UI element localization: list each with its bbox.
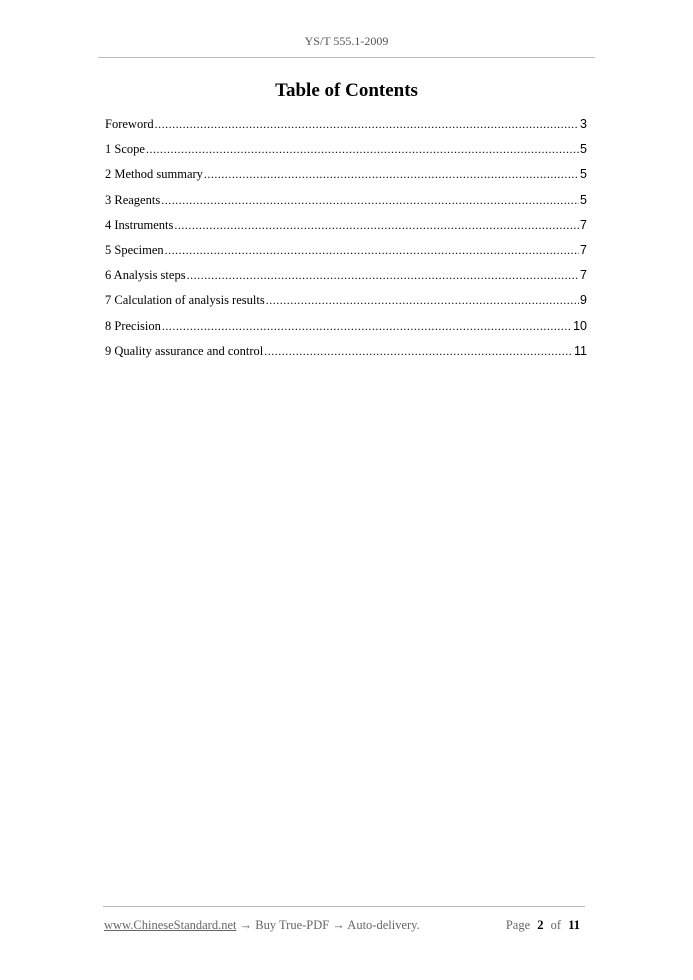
toc-dot-leader <box>174 218 579 233</box>
toc-dot-leader <box>204 167 579 182</box>
current-page: 2 <box>537 918 544 932</box>
toc-dot-leader <box>155 117 579 132</box>
toc-entry-page: 7 <box>580 217 587 232</box>
promo-text: → Buy True-PDF → Auto-delivery. <box>239 918 420 932</box>
toc-dot-leader <box>161 193 579 208</box>
toc-entry-scope[interactable] <box>105 142 587 167</box>
toc-dot-leader <box>187 268 579 283</box>
footer-divider <box>103 906 585 907</box>
toc-entry-page: 7 <box>580 268 587 283</box>
toc-entry-quality-assurance[interactable] <box>105 344 587 369</box>
page-word: Page <box>505 918 531 932</box>
toc-dot-leader <box>162 319 572 334</box>
of-word: of <box>550 918 562 932</box>
toc-entry-page: 9 <box>580 293 587 308</box>
toc-entry-page: 7 <box>580 242 587 257</box>
toc-dot-leader <box>264 344 573 359</box>
toc-entry-reagents[interactable] <box>105 193 587 218</box>
toc-entry-label: 9 Quality assurance and control <box>105 343 264 358</box>
toc-entry-page: 10 <box>573 318 587 333</box>
toc-entry-analysis-steps[interactable] <box>105 268 587 293</box>
page-header-doc-id: YS/T 555.1-2009 <box>304 34 389 48</box>
toc-title: Table of Contents <box>275 80 418 101</box>
toc-entry-method-summary[interactable] <box>105 167 587 192</box>
toc-entry-label: 6 Analysis steps <box>105 268 186 283</box>
toc-entry-instruments[interactable] <box>105 218 587 243</box>
toc-entry-foreword[interactable] <box>105 117 587 142</box>
toc-entry-specimen[interactable] <box>105 243 587 268</box>
header-divider <box>98 57 595 58</box>
toc-dot-leader <box>146 142 579 157</box>
toc-entry-label: 4 Instruments <box>105 217 174 232</box>
toc-entry-label: 8 Precision <box>105 318 161 333</box>
toc-entry-label: Foreword <box>105 117 154 131</box>
footer-promo <box>104 918 420 933</box>
toc-entry-label: 1 Scope <box>105 142 145 157</box>
toc-entry-page: 11 <box>574 343 587 358</box>
toc-entry-calculation[interactable] <box>105 293 587 318</box>
toc-entry-label: 3 Reagents <box>105 192 161 207</box>
toc-entry-label: 7 Calculation of analysis results <box>105 293 265 308</box>
toc-entry-label: 5 Specimen <box>105 242 164 257</box>
toc-entry-precision[interactable] <box>105 319 587 344</box>
toc-dot-leader <box>165 243 579 258</box>
site-link[interactable]: www.ChineseStandard.net <box>104 918 237 932</box>
toc-entry-page: 3 <box>580 117 587 131</box>
total-pages: 11 <box>568 918 580 932</box>
toc-entry-label: 2 Method summary <box>105 167 203 182</box>
toc-entry-page: 5 <box>580 142 587 157</box>
toc-list <box>105 117 587 369</box>
page-number <box>506 918 584 933</box>
toc-entry-page: 5 <box>580 192 587 207</box>
toc-dot-leader <box>266 293 579 308</box>
toc-entry-page: 5 <box>580 167 587 182</box>
page-footer <box>104 918 584 933</box>
